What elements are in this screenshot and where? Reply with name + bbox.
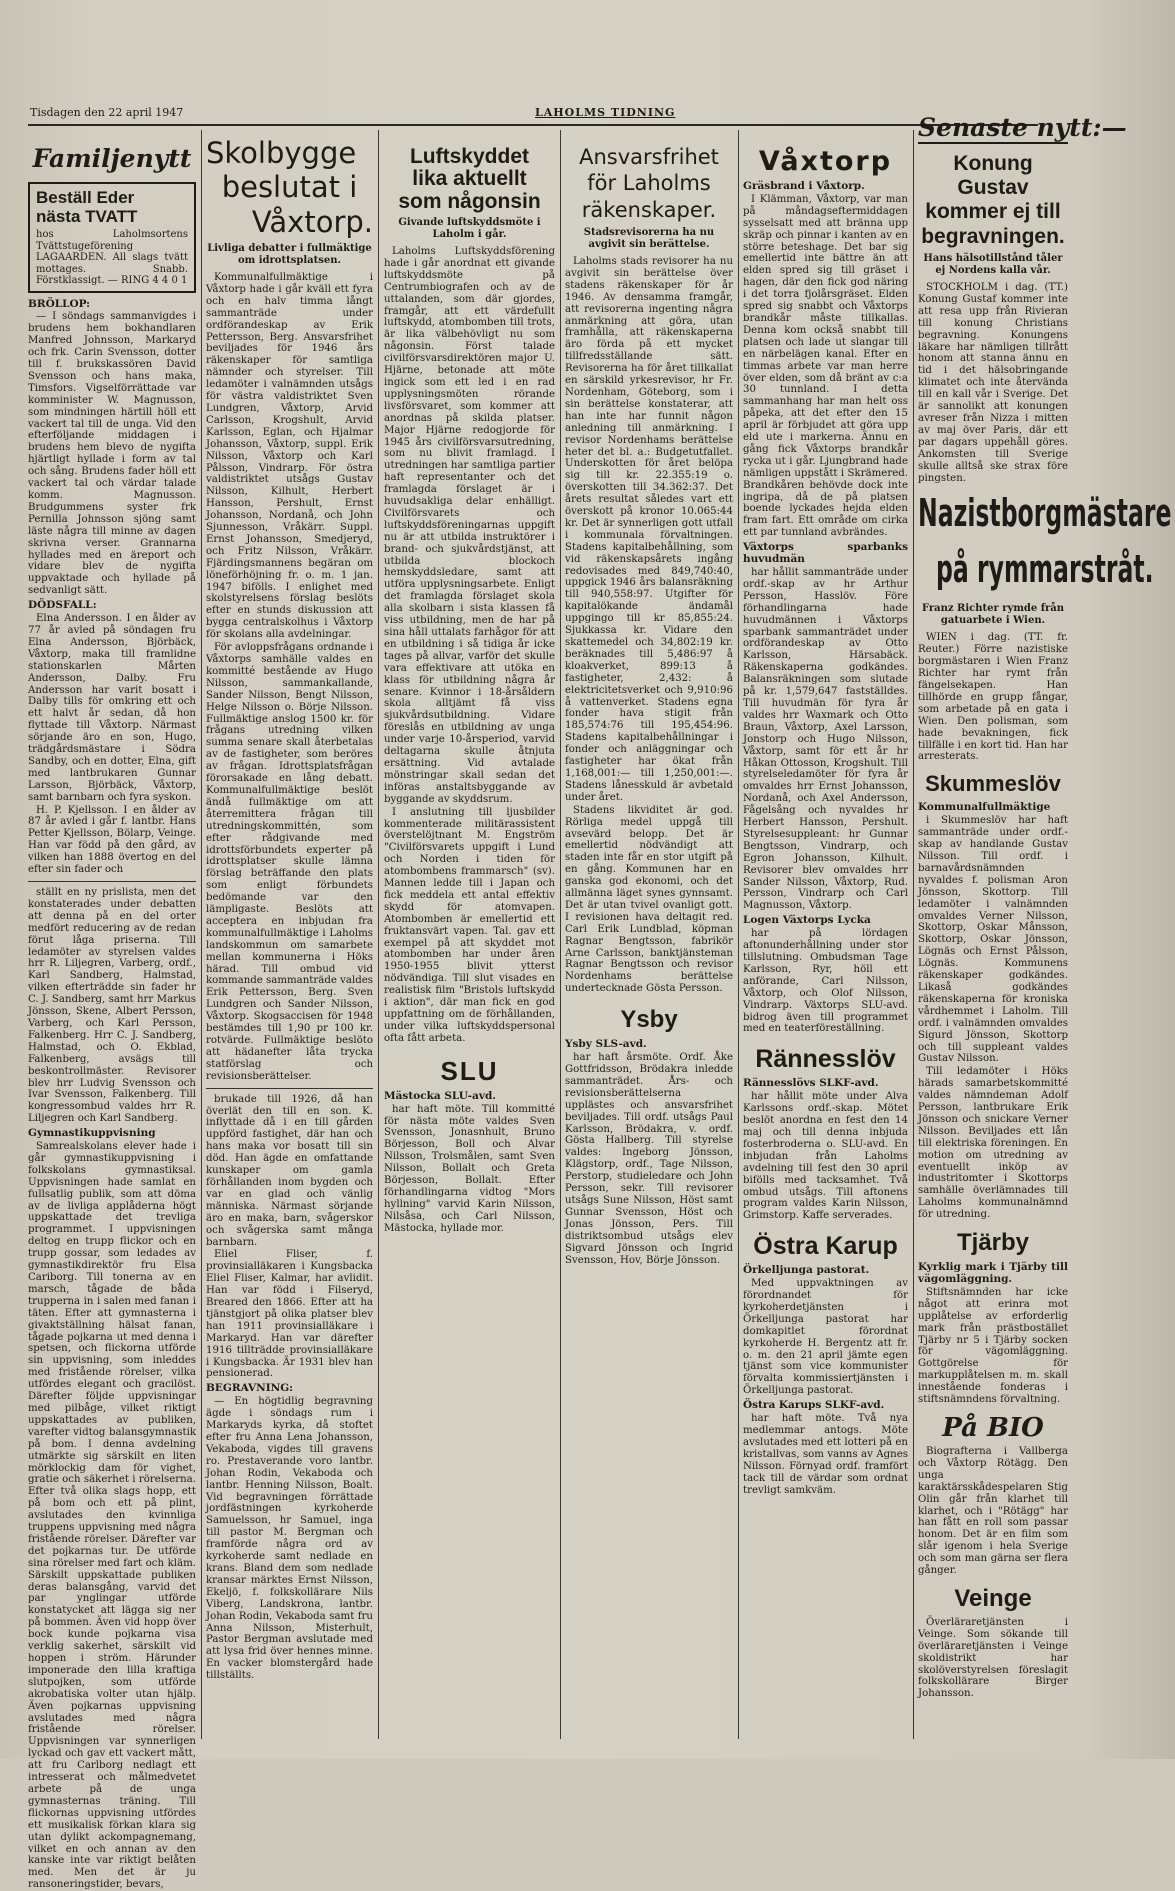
column-luftskyddet (384, 130, 555, 1747)
column-ansvarsfrihet (565, 130, 733, 1747)
dodsfall-text-1: Elna Andersson. I en ålder av 77 år avled på söndagen fru Elna Andersson, Björbäck, Våxtorp, maka till framlidne stationskarlen Mårten Andersson, Dalby. Fru Andersson har varit bosatt i Dalby tills för omkring ett och ett halvt år sedan, då hon flyttade till Våxtorp. Närmast sörjande äro en son, Hugo, trädgårdsmästare i Södra Sandby, och en dotter, Elna, gift med lantbrukaren Gunnar Larsson, Björbäck, Våxtorp, samt barnbarn och fyra syskon. (28, 613, 196, 803)
skummeslov-heading: Skummeslöv (925, 771, 1061, 797)
veinge-heading: Veinge (954, 1584, 1032, 1612)
nazi-deck: Franz Richter rymde från gatuarbete i Wien. (921, 603, 1065, 626)
luftskydd-heading-3: som någonsin (398, 190, 541, 213)
nazi-heading-1: Nazistborgmästare (918, 491, 1172, 536)
ad-title-1: Beställ Eder (36, 188, 135, 207)
folio-line (30, 106, 1055, 124)
king-heading-2: kommer ej till (925, 200, 1061, 223)
column-rule (913, 130, 914, 1739)
dodsfall-heading: DÖDSFALL: (28, 599, 97, 612)
ad-title-2: nästa TVATT (36, 207, 138, 226)
column-skolbygge (206, 130, 373, 1747)
familjenytt-heading: Familjenytt (32, 144, 192, 173)
luftskydd-heading-2: lika aktuellt (412, 167, 527, 190)
begravning-text: — En högtidlig begravning ägde i söndags rum i Markaryds kyrka, då stoftet efter fru Anna Lena Johansson, Vekaboda, vigdes till gravens ro. Prestaverande voro lantbr. Johan Rodin, Vekaboda och lantbr. Henning Nilsson, Boalt. Vid begravningen förrättade jordfästningen kyrkoherde Samuelsson, hr Samuel, inga till pastor M. Bergman och framförde några ord av kyrkoherde samt nedlade en krans. Bland dem som nedlade kransar märktes Ernst Nilsson, Ekeljö, f. folkskollärare Nils Viberg, Landskrona, lantbr. Johan Rodin, Vekaboda samt fru Anna Nilsson, Misterhult, Pastor Bergman avslutade med att lysa frid över hennes minne. En vacker blomstergård hade tillställts. (206, 1396, 373, 1682)
ansvarsfrihet-heading-1: Ansvarsfrihet (579, 145, 719, 169)
begravning-heading: BEGRAVNING: (206, 1382, 294, 1395)
ostra-karup-heading: Östra Karup (753, 1232, 898, 1261)
king-text: STOCKHOLM i dag. (TT.) Konung Gustaf kommer inte att resa upp från Rivieran till konung Christians begravning. Konungens läkare har nämligen tillrått honom att stanna ännu en tid i det hälsobringande klimatet och inte återvända till en kall vår i Sverige. Det är sannolikt att konungen avreser från Nizza i mitten av maj över Paris, där ett par dagars uppehåll göres. Ankomsten till Sverige skulle alltså ske strax före pingsten. (918, 282, 1068, 484)
tjarby-heading: Tjärby (956, 1229, 1030, 1257)
nazi-heading-wrap (918, 491, 1172, 548)
ranneslov-subheading: Rännesslövs SLKF-avd. (743, 1077, 879, 1090)
orkelljunga-subheading: Örkelljunga pastorat. (743, 1264, 870, 1277)
skummeslov-subheading: Kommunalfullmäktige (918, 801, 1051, 814)
slu-subheading: Mästocka SLU-avd. (384, 1089, 496, 1102)
brollop-text: — I söndags sammanvigdes i brudens hem bokhandlaren Manfred Johnsson, Markaryd och frk. Carin Svensson, dotter till f. brukskassören David Svensson och hans maka, Timsfors. Vigselförrättade var komminister W. Magnusson, som mindningen härtill höll ett vackert tal till de unga. Vid den efterföljande middagen i brudens hem blevo de nygifta hjärtligt hyllade i form av tal och sång. Brudens fader höll ett vackert tal och värdar talade komm. Magnusson. Brudgummens syster frk Pernilla Johnsson sjöng samt läste några till minne av dagen skrivna verser. Grannarna hyllades med en äreport och vidare blev de nygifta uppvaktade och hyllade på sedvanligt sätt. (28, 311, 196, 597)
top-rule (28, 124, 1038, 126)
luftskydd-heading-1: Luftskyddet (409, 145, 529, 168)
ysby-text: har haft årsmöte. Ordf. Åke Gottfridsson, Brödakra inledde sammanträdet. Års- och revisionsberättelserna upplästes och ansvarsfrihet beviljades. Till ordf. utsågs Paul Karlsson, Brödakra, v. ordf. Gösta Hallberg. Till styrelse valdes: Ingeborg Jönsson, Klägstorp, ordf., Tage Nilsson, Perstorp, studieledare och John Persson, sekr. Till revisorer utsågs Sune Nilsson, Höst samt Gunnar Svensson, Höst och Jonas Jönsson, Pers. Till distriktsombud utsågs elev Sigvard Jönsson och Ingrid Svensson, Hov, Börje Jönsson. (565, 1052, 733, 1266)
divider (28, 881, 196, 882)
grasbrand-text: I Klämman, Våxtorp, var man på måndagseftermiddagen sysselsatt med att bränna upp skräp och pinnar i kanten av en större beteshage. Det bar sig emellertid inte bättre än att elden spred sig till gräset i hagen, där den fick god näring i det torra fjolårsgräset. Elden spred sig snabbt och Våxtorps brandkår måste tillkallas. Denna kom också snabbt till platsen och lade ut slangar till en närbelägen kanal. Efter en timmas arbete var man herre över elden, som då bränt av c:a 30 tunnland. I detta sammanhang har man helt oss påpeka, att det efter den 15 april är förbjudet att göra upp eld ute i markerna. Ännu en gång fick Våxtorps brandkår rycka ut i går. Ljungbrand hade nämligen uppstått i Skrämered. Brandkåren behövde dock inte ingripa, då de på platsen boende lyckades hejda elden fram fart. Ett område om cirka ett par tunnland avbrändes. (743, 193, 908, 539)
luftskydd-text: Laholms Luftskyddsförening hade i går anordnat ett givande luftskyddsmöte på Centrumbiografen och av de uttalanden, som där gjordes, framgår, att ett värdefullt luftskydd, atombomben till trots, är lika välbehövligt nu som någonsin. Först talade civilförsvarsdirektören major U. Hjärne, betonade att möte ingick som ett led i en rad upplysningsmöten rörande livsförsvaret, som kommer att anordnas på skilda platser. Major Hjärne redogjorde för 1945 års civilförsvarsutredning, som nu blivit framlagd. I utredningen har samtliga partier haft representanter och det framlagda förslaget är i huvudsakliga delar enhälligt. Civilförsvarets och luftskyddsföreningarnas uppgift nu är att utbilda instruktörer i brand- och sjukvårdstjänst, att utbilda blockoch hemskyddsledare, samt att utföra upplysningsarbete. Enligt det framlagda förslaget skola alla skolbarn i sista klassen få viss utbildning, men de har på sina håll uttalats farhågor för att en utbildning i så tidiga år icke tages på allvar, varför det skulle vara effektivare att utöka en klass för utbildning några år senare. Kvinnor i 18-årsåldern skola alltjämt få viss sjukvårdsutbildning. Vidare föreslås en utbildning av unga under varje 10-årsperiod, varvid deltagarna skulle åtnjuta ersättning. Vid avtalade mönstringar skall sedan det införas anstaltsbyggande av byggande av skyddsrum. (384, 246, 555, 805)
ansvarsfrihet-text: Laholms stads revisorer ha nu avgivit sin berättelse över stadens räkenskaper för år 1946. Av densamma framgår, att revisorerna ingenting några anmärkning att göra, utan framhålla, att räkenskaperna äro förda på ett mycket tillfredsställande sätt. Revisorerna ha för året tillkallat en särskild yrkesrevisor, hr Fr. Nordenham, Göteborg, som i sin berättelse konstaterar, att han inte har funnit någon anledning till anmärkning. I revisor Nordenhams berättelse heter det bl. a.: Budgetutfallet. Underskotten för året belöpa sig till kr. 22.355:19 o. överskotten till 34.362:37. Det årets resultat således vart ett överskott på kronor 10.065:44 kr. Det är synnerligen gott utfall i kommunala förvaltningen. Stadens kapitalbehållning, som vid räkenskapsårets ingång redovisades med 849,740:40, uppgick 1946 års balansräkning till 940,558:97. Utgifter för kapitalökande ändamål uppgingo till kr 85,855:24. Sjukkassa kr. Vidare den skattemedel och 34,802:19 kr. beräknades till 5,486:97 å kloakverket, 899:13 å fastigheter, 2,432: å elektricitetsverket och 9,910:96 å vattenverket. Stadens egna fonder hava stigit från 185,574:76 till 195,454:96. Stadens kapitalbehållningar i fonder och anläggningar och fastigheter har ökat från 1,168,001:— till 1,250,001:—. Stadens lånesskuld är avbetald under året. (565, 256, 733, 803)
skolbygge-deck: Livliga debatter i fullmäktige om idrottsplatsen. (207, 243, 372, 266)
skolbygge-heading-2: beslutat i (221, 170, 358, 204)
orkelljunga-text: Med uppvaktningen av förordnandet för kyrkoherdetjänsten i Örkelljunga pastorat har domkapitlet förordnat kyrkoherde H. Bergentz att fr. o. m. den 21 april jämte egen tjänst som vice kommunister förvalta kommissiertjänsten i Örkelljunga pastorat. (743, 1278, 908, 1397)
ansvarsfrihet-deck: Stadsrevisorerna ha nu avgivit sin berättelse. (583, 227, 715, 250)
king-deck: Hans hälsotillstånd tåler ej Nordens kalla vår. (923, 253, 1063, 276)
column-rule (378, 130, 379, 1739)
nazi-heading-2: på rymmarstråt. (936, 547, 1154, 592)
logen-text: har på lördagen aftonunderhållning under stor tillslutning. Ombudsman Tage Karlsson, Ryr, höll ett anförande, Carl Nilsson, Våxtorp, och Olof Nilsson, Vindrarp. Växtorps SLU-avd. bidrog även till programmet med en teaterföreställning. (743, 928, 908, 1035)
ansvarsfrihet-heading-3: räkenskaper. (581, 198, 717, 222)
grasbrand-subheading: Gräsbrand i Våxtorp. (743, 180, 865, 192)
dodsfall-text-2: H. P. Kjellsson. I en ålder av 87 år avled i går f. lantbr. Hans Petter Kjellsson, Bölarp, Veinge. Han var född på den gård, av vilken han 1888 övertog en del efter sin fader och (28, 804, 196, 876)
column-rule (560, 130, 561, 1739)
luftskydd-deck: Givande luftskyddsmöte i Laholm i går. (398, 217, 541, 240)
skolbygge-heading-3: Våxtorp. (251, 205, 373, 239)
senaste-nytt-heading: Senaste nytt:— (918, 113, 1127, 142)
brollop-heading: BRÖLLOP: (28, 297, 91, 310)
column-familjenytt (28, 130, 196, 1891)
skolbygge-heading-1: Skolbygge (206, 136, 357, 170)
column-senaste-nytt (918, 113, 1172, 1747)
eliel-fliser-text: Eliel Fliser, f. provinsialläkaren i Kungsbacka Eliel Fliser, Kalmar, har avlidit. Han var född i Filseryd, Breared den 1866. Efter att ha tjänstgjort på olika platser blev han 1911 provinsialläkare i Markaryd. Han var därefter 1916 tillträdde provinsialläkare i Kungsbacka. Är 1931 blev han pensionerad. (206, 1249, 373, 1380)
king-heading-3: begravningen. (921, 225, 1065, 248)
gymnastik-text: Samrealskolans elever hade i går gymnastikuppvisning i folkskolans gymnastiksal. Uppvisningen hade samlat en fullsatlig publik, som att döma av de livliga applåderna högt uppskattade det trevliga programmet. I uppvisningen deltog en trupp flickor och en trupp gossar, som ledades av gymnastikdirektör fru Elsa Cariborg. Till tonerna av en marsch, tågade de båda trupperna in i salen med fanan i täten. Efter att gymnasterna i givaktställning hälsat fanan, tågade pojkarna ut med denna i spetsen, och flickorna utförde sin uppvisning, som inleddes med fristående rörelser, vilka utfördes elegant och gracilöst. Därefter följde uppvisningar med pilbåge, vilket riktigt uppskattades av publiken, varefter vidtog balansgymnastik på bom. I denna avdelning utmärkte sig särskilt en liten mörklockig dam för vighet, gratie och säkerhet i rörelserna. Efter två olika slags hopp, ett på bom och ett på plint, avslutades den kvinnliga truppens uppvisning med några fristående rörelser. Därefter var det pojkarnas tur. De utförde sina rörelser med fart och kläm. Särskilt uppskattade publiken deras balansgång, varvid det par ynglingar utförde konstatycket att lägga sig ner på bommen. Även vid hopp över bock kunde pojkarna visa verklig sakerhet, särskilt vid hoppen i ström. Härunder imponerade den lilla kraftiga slutpojken, som utförde akrobatiska volter utan hjälp. Även pojkarnas uppvisning avslutades med några fristående rörelser. Uppvisningen var synnerligen lyckad och gav ett vackert mått, att fru Carlborg nedlagt ett intresserat och målmedvetet arbete på de unga gymnasternas träning. Till flickornas uppvisning utfördes ett musikalisk förkan klara sig utan dylikt ackompagnemang, vilket en och annan av den kanske inte var riktigt belåten med. Men det är ju ransoneringstider, bevars, (28, 1141, 196, 1891)
karup-slkf-subheading: Östra Karups SLKF-avd. (743, 1399, 885, 1412)
column-vaxtorp (743, 130, 908, 1747)
logen-subheading: Logen Växtorps Lycka (743, 914, 871, 927)
skummeslov-text: i Skummeslöv har haft sammanträde under ordf.-skap av handlande Gustav Nilsson. Till ordf. i barnavårdsnämnden nyvaldes f. polisman Aron Jönsson, Skottorp. Till ledamöter i valnämnden omvaldes Verner Nilsson, Skottorp, Oskar Månsson, Skottorp, Oskar Jönsson, Lögnäs och Ernst Pålsson, Lögnäs. Kommunens räkenskaper godkändes. Likaså godkändes räkenskaperna för kroniska vårdhemmet i Laholm. Till ordf. i valnämnden omvaldes Sigurd Jönsson, Skottorp och till suppleant valdes Gustav Nilsson. (918, 815, 1068, 1065)
ysby-heading: Ysby (620, 1006, 678, 1034)
gymnastik-heading: Gymnastikuppvisning (28, 1127, 156, 1140)
tjarby-text: Stiftsnämnden har icke något att erinra mot upplåtelse av erforderlig mark från prästbostället Tjärby nr 5 i Tjärby socken för vägomläggning. Gottgörelse för markupplåtelsen m. m. skall innestående fonderas i stiftsnämndens förvaltning. (918, 1286, 1068, 1406)
nazi-text: WIEN i dag. (TT. fr. Reuter.) Förre nazistiske borgmästaren i Wien Franz Richter har rymt från fängelsekapen. Han tillhörde en grupp fångar, som arbetade på en gata i Wien. Den polisman, som hade bevakningen, fick tillfälle i en kort tid. Han har arresterats. (918, 632, 1068, 763)
nazi-heading-wrap-2 (918, 547, 1154, 600)
ansvarsfrihet-text-2: Stadens likviditet är god. Rörliga medel uppgå till avsevärd belopp. Det är emellertid nödvändigt att staden inte får en stor utgift på en gång. Kommunen har en ganska god ekonomi, och det allmänna läget synes gynnsamt. Det är utan tvivel ovanligt gott. I revisionen hava deltagit red. Carl Erik Lundblad, köpman Ragnar Bengtsson, fabrikör Arne Carlsson, banktjänsteman Ragnar Bengtsson och revisor Nordenhams berättelse undertecknade Gösta Persson. (565, 804, 733, 995)
vaxtorp-heading: Våxtorp (758, 146, 893, 177)
tvatt-advertisement (28, 182, 196, 293)
pa-bio-text: Biografterna i Vallberga och Våxtorp Rötägg. Den unga karaktärsskådespelaren Stig Olin går från klarhet till klarhet, och i "Rötägg" har han fått en roll som passar honom. Det är en film som slår igenom i hela Sverige och som man gärna ser flera gånger. (918, 1445, 1068, 1577)
king-heading-1: Konung Gustav (953, 152, 1033, 199)
continued-text: brukade till 1926, då han överlät den till en son. K. inflyttade då i en till gården uppförd fastighet, där han och hans maka vor bosatt till sin död. Han ägde en omfattande kunskaper om gamla förhållanden inom bygden och var en glad och vänlig människa. Närmast sörjande äro en maka, barn, svågerskor och svågerska samt många barnbarn. (206, 1093, 373, 1248)
slu-text: har haft möte. Till kommitté för nästa möte valdes Sven Svensson, Jonasnhult, Bruno Börjesson, Boll och Alvar Nilsson, Trolsmålen, samt Sven Nilsson, Bollalt och Greta Börjesson, Bollalt. Efter förhandlingarna vidtog "Mors hyllning" varvid Karin Nilsson, Nilsåsa, och Carl Nilsson, Mästocka, hyllade mor. (384, 1103, 555, 1234)
column-rule (201, 130, 202, 1739)
sparbank-text: har hållit sammanträde under ordf.-skap av hr Arthur Persson, Hasslöv. Före förhandlingarna hade huvudmännen i Våxtorps sparbank sammanträdet under ordförandeskap av Otto Karlsson, Härsabäck. Räkenskaperna godkändes. Balansräkningen som slutade på kr. 1,579,647 fastställdes. Till huvudmän för fyra år valdes hrr Waxmark och Otto Braun, Våxtorp, Axel Larsson, Jonstorp och Hugo Nilsson, Våxtorp, samt för ett år hr Håkan Ottosson, Krogshult. Till styrelseledamöter för fyra år omvaldes hrr Ernst Johansson, Nordanå, och Axel Andersson, Fågelsång och nyvaldes hr Herbert Hansson, Pershult. Styrelsesuppleant: hr Gunnar Bengtsson, Vindrarp, och Egron Johansson, Kilhult. Revisorer blev omvaldes hrr Sander Nilsson, Våxtorp, Rud. Persson, Vindrarp och Carl Magnusson, Våxtorp. (743, 567, 908, 912)
skolbygge-text-1: Kommunalfullmäktige i Våxtorp hade i går kväll ett fyra och en halv timma långt sammanträde under ordförandeskap av Erik Pettersson, Berg. Ansvarsfrihet beviljades för 1946 års räkenskaper för samtliga nämnder och styrelser. Till ledamöter i valnämnden utsågs för västra valdistriktet Sven Lundgren, Våxtorp, Arvid Carlsson, Krogshult, Arvid Karlsson, Eglan, och Hjalmar Johansson, Våxtorp, suppl. Erik Nilsson, Våxtorp och Karl Pålsson, Vindrarp. För östra valdistriktet utsågs Gustav Nilsson, Kilhult, Herbert Hansson, Pershult, Ernst Johansson, Nordanå, och John Sjunnesson, Vråkärr. Suppl. Ernst Johansson, Smedjeryd, och Fritz Nilsson, Vråkärr. Fjärdingsmannens begäran om löneförhöjning fr. o. m. 1 jan. 1947 bifölls. I enlighet med skolstyrelsens förslag beslöts efter en stunds diskussion att bygga centralskolhus i Våxtorp för skolans alla avdelningar. (206, 272, 373, 641)
ansvarsfrihet-heading-2: för Laholms (587, 171, 711, 195)
ranneslov-text: har hållit möte under Alva Karlssons ordf.-skap. Mötet beslöt anordna en fest den 14 maj och till denna inbjuda fosterbroderna o. SLU-avd. En inbjudan från Laholms avdelning till fest den 30 april bifölls med tacksamhet. Två ombud utsågs. Till aftonens program valdes Karin Nilsson, Grimstorp. Kaffe serverades. (743, 1091, 908, 1222)
karup-slkf-text: har haft möte. Två nya medlemmar antogs. Möte avslutades med ett lotteri på en kristallvas, som vanns av Agnes Nilsson. Förnyad ordf. framfört tack till de värdar som ordnat trevligt samkväm. (743, 1413, 908, 1496)
sparbank-subheading: Växtorps sparbanks huvudmän (743, 541, 908, 566)
slu-heading: SLU (440, 1055, 499, 1086)
ysby-subheading: Ysby SLS-avd. (565, 1038, 647, 1051)
veinge-text: Överläraretjänsten i Veinge. Som sökande till överläraretjänsten i Veinge skoldistrikt har skolöverstyrelsen föreslagit folkskollärare Birger Johansson. (918, 1616, 1068, 1700)
tjarby-subheading: Kyrklig mark i Tjärby till vägomläggning. (918, 1261, 1068, 1285)
pa-bio-heading: På BIO (942, 1412, 1044, 1443)
folio-paper-name: LAHOLMS TIDNING (535, 106, 676, 119)
ranneslov-heading: Rännesslöv (755, 1045, 896, 1074)
divider (206, 1088, 373, 1089)
continued-text: ställt en ny prislista, men det konstaterades under debatten att denna på en del orter medfört reducering av de redan förut låga priserna. Till ledamöter av styrelsen valdes hrr R. Liljegren, Varberg, ordf., Karl Sandberg, Halmstad, vilken efterträdde sin fader hr C. J. Sandberg, samt hrr Markus Jönsson, Skene, Albert Persson, Varberg, och Karl Persson, Falkenberg. Hrr C. J. Sandberg, Halmstad, och O. Ekblad, Falkenberg, avsägs till beskontrollmäster. Revisorer blev hrr Ludvig Svensson och Ivar Svensson, Falkenberg. Till kongressombud valdes hrr R. Liljegren och Karl Sandberg. (28, 887, 196, 1125)
column-rule (738, 130, 739, 1739)
folio-date: Tisdagen den 22 april 1947 (30, 106, 184, 119)
luftskydd-text-2: I anslutning till ljusbilder kommenterade militärassistent överstelöjtnant M. Engström "Civilförsvarets uppgift i Lund och Norden i tiden för atombombens frammarsch" (sv). Mannen ledde till i Japan och fick meddela ett antal effektiv skydd för atomvapen. Atombomben är emellertid ett fruktansvärt vapen. Tal. gav ett exempel på att skyddet mot atombomben har under åren 1950-1955 blivit ytterst nödvändiga. Till slut visades en realistisk film "Bristols luftskydd i aktion", där man fick en god uppfattning om de förhållanden, under vilka luftskyddspersonal ofta fått arbeta. (384, 806, 555, 1044)
ad-body: hos Laholmsortens Tvättstugeförening LAGAARDEN. All slags tvätt mottages. Snabb. Förstklassigt. — RING 4 4 0 1 (36, 229, 188, 286)
skummeslov-text-2: Till ledamöter i Höks härads samarbetskommitté valdes nämndeman Adolf Persson, lantbrukare Erik Jönsson och snickare Verner Nilsson. Beviljades ett lån till elektriska föreningen. En motion om utredning av eventuellt inköp av industritomter i Skottorps samhälle överlämnades till Laholms kommunalnämnd för utredning. (918, 1066, 1068, 1221)
skolbygge-text-2: För avloppsfrågans ordnande i Våxtorps samhälle valdes en kommitté bestående av Hugo Nilsson, sammankallande, Sander Nilsson, Bengt Nilsson, Helge Nilsson o. Börje Nilsson. Fullmäktige anslog 1500 kr. för frågans utredning vilken summa senare skall återbetalas av de fastigheter, som beröres av frågan. Idrottsplatsfrågan förorsakade en lång debatt. Kommunalfullmäktige beslöt ändå fullmäktige om att återremittera frågan till utredningskommittén, som efter rådgivande med idrottsförbundets experter på idrottsplatser skulle lämna förslag beträffande den plats som enligt förbundets bedömande var den lämpligaste. Beslöts att acceptera en inbjudan fra kommunalfullmäktige i Laholms landskommun om samarbete mellan kommunerna i Höks härad. Till ombud vid kommande sammanträde valdes Erik Pettersson, Berg. Sven Lundgren och Sander Nilsson, Våxtorp. Skogsaccisen för 1948 bestämdes till 1,90 pr 100 kr. rotvärde. Fullmäktige beslöto att hädanefter låta trycka statförslag och revisionsberättelser. (206, 642, 373, 1082)
